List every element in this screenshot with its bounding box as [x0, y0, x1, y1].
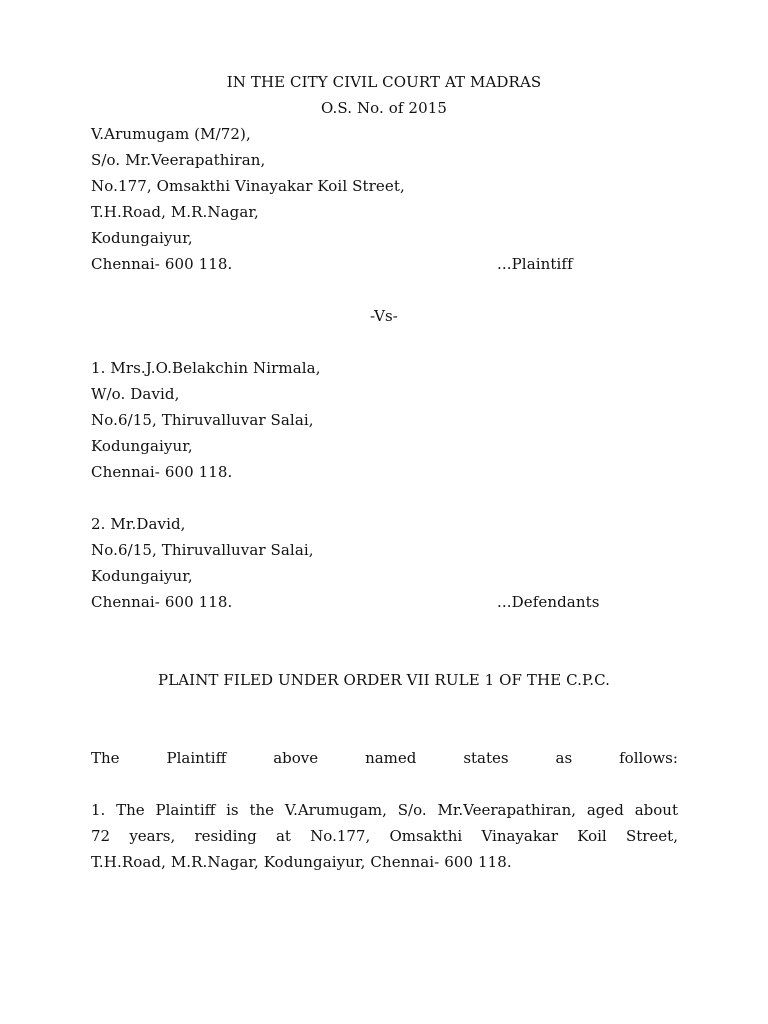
versus-label: -Vs- — [370, 307, 398, 325]
para1-line2 — [91, 826, 678, 846]
defendant2-line: No.6/15, Thiruvalluvar Salai, — [91, 541, 314, 559]
plaintiff-line: V.Arumugam (M/72), — [91, 125, 251, 143]
defendant1-line: W/o. David, — [91, 385, 180, 403]
court-title: IN THE CITY CIVIL COURT AT MADRAS — [226, 73, 542, 91]
plaintiff-line: S/o. Mr.Veerapathiran, — [91, 151, 266, 169]
intro-word: Plaintiff — [166, 749, 227, 767]
para-word: Street, — [625, 827, 678, 845]
plaintiff-line: Chennai- 600 118. — [91, 255, 233, 273]
para-word: at — [275, 827, 291, 845]
intro-word: as — [555, 749, 573, 767]
para-word: Koil — [577, 827, 607, 845]
plaintiff-line: T.H.Road, M.R.Nagar, — [91, 203, 259, 221]
defendants-role: ...Defendants — [497, 593, 600, 611]
para-word: Mr.Veerapathiran, — [437, 801, 577, 819]
defendant1-line: No.6/15, Thiruvalluvar Salai, — [91, 411, 314, 429]
para-word: Vinayakar — [481, 827, 559, 845]
intro-sentence — [91, 748, 678, 768]
para-word: aged — [586, 801, 624, 819]
intro-word: states — [463, 749, 509, 767]
para-word: years, — [129, 827, 176, 845]
para-word: is — [226, 801, 239, 819]
defendant1-line: 1. Mrs.J.O.Belakchin Nirmala, — [91, 359, 321, 377]
para1-line3: T.H.Road, M.R.Nagar, Kodungaiyur, Chennai- 600 118. — [91, 853, 512, 871]
suit-number: O.S. No. of 2015 — [320, 99, 448, 117]
intro-word: named — [365, 749, 417, 767]
intro-word: above — [273, 749, 319, 767]
plaintiff-line: No.177, Omsakthi Vinayakar Koil Street, — [91, 177, 405, 195]
para-word: S/o. — [397, 801, 427, 819]
plaint-heading: PLAINT FILED UNDER ORDER VII RULE 1 OF THE C.P.C. — [158, 671, 610, 689]
para-word: Omsakthi — [389, 827, 463, 845]
intro-word: The — [91, 749, 120, 767]
para-word: V.Arumugam, — [284, 801, 387, 819]
para1-line1 — [91, 800, 678, 820]
para-word: Plaintiff — [155, 801, 216, 819]
para-word: about — [634, 801, 678, 819]
intro-word: follows: — [619, 749, 678, 767]
para-word: No.177, — [310, 827, 371, 845]
defendant2-line: Kodungaiyur, — [91, 567, 193, 585]
para-word: residing — [194, 827, 257, 845]
defendant2-line: 2. Mr.David, — [91, 515, 186, 533]
defendant2-line: Chennai- 600 118. — [91, 593, 233, 611]
defendant1-line: Kodungaiyur, — [91, 437, 193, 455]
para-word: The — [116, 801, 145, 819]
para-word: 1. — [91, 801, 106, 819]
defendant1-line: Chennai- 600 118. — [91, 463, 233, 481]
para-word: the — [249, 801, 275, 819]
para-word: 72 — [91, 827, 111, 845]
plaintiff-line: Kodungaiyur, — [91, 229, 193, 247]
plaintiff-role: ...Plaintiff — [497, 255, 573, 273]
